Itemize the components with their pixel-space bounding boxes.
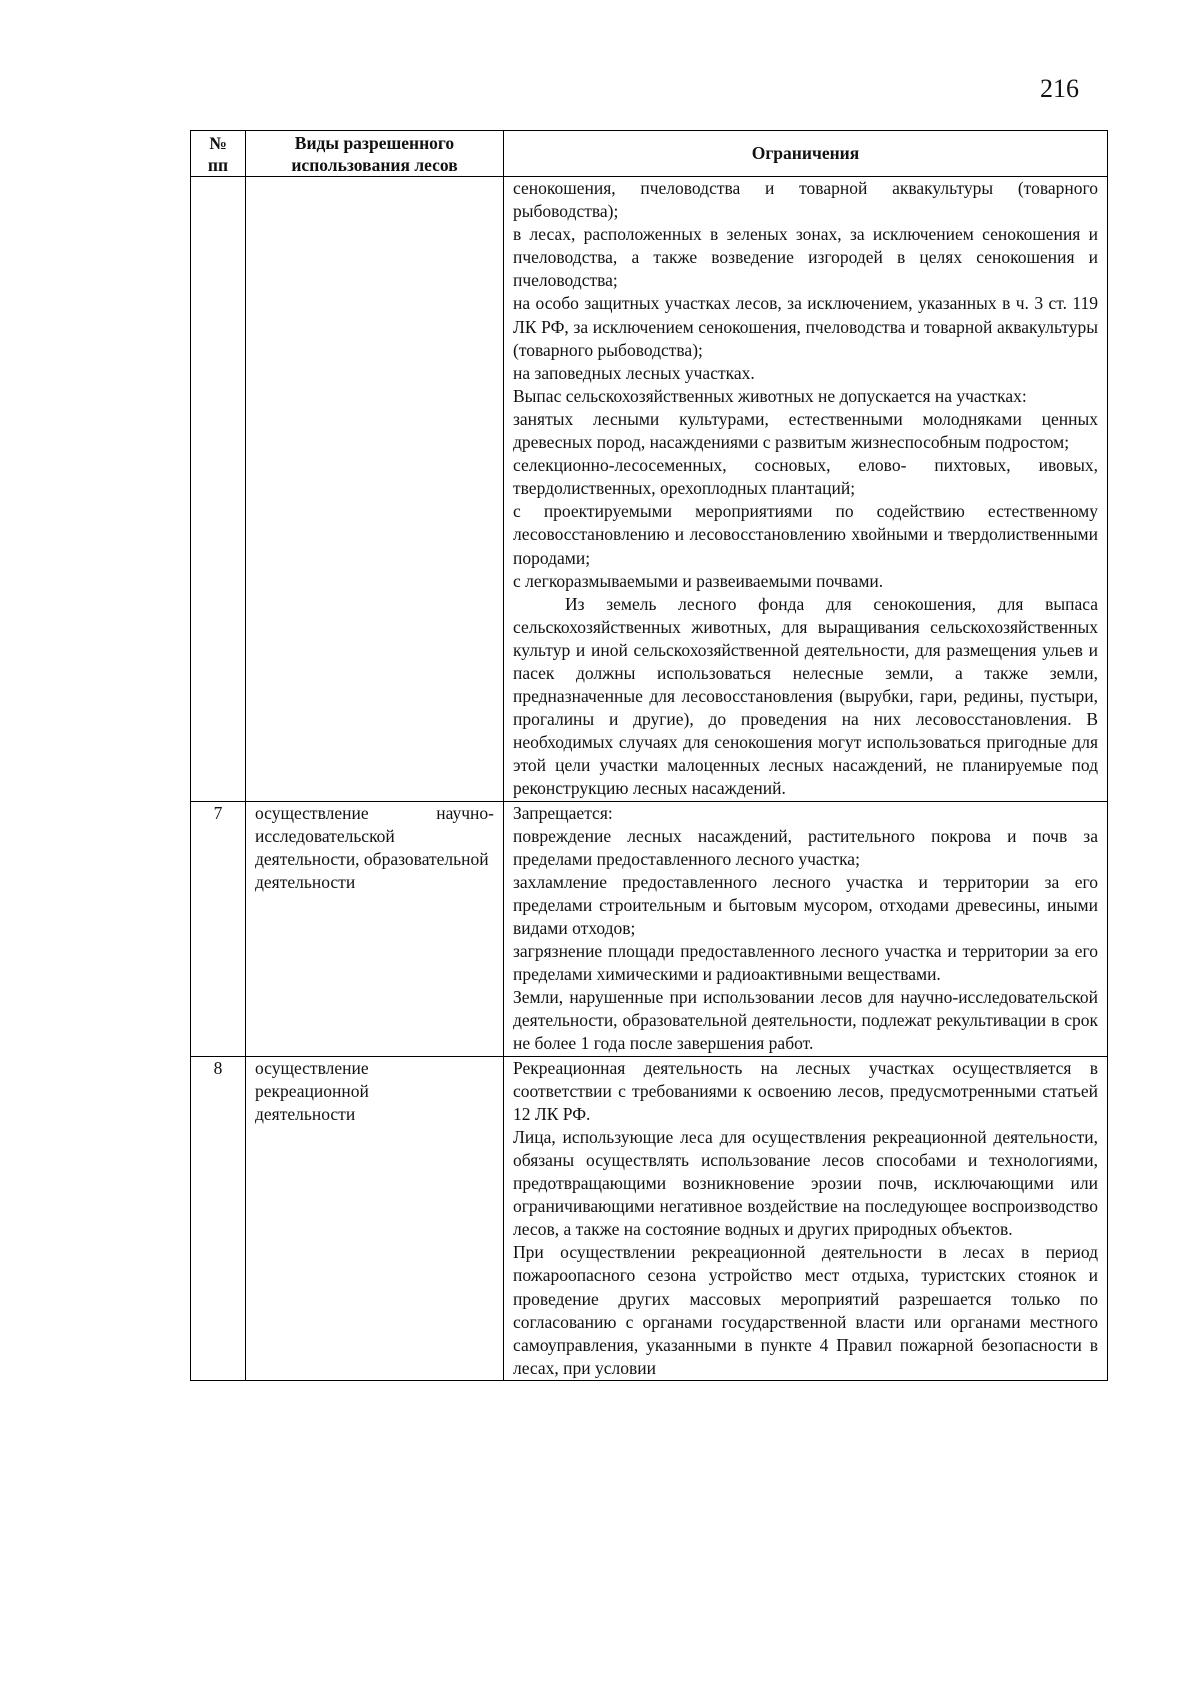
restriction-paragraph: Выпас сельскохозяйственных животных не допускается на участках: xyxy=(513,385,1027,406)
restriction-paragraph: на особо защитных участках лесов, за исключением, указанных в ч. 3 ст. 119 ЛК РФ, за исключением сенокошения, пчеловодства и товарной аквакультуры (товарного рыбоводства); xyxy=(513,293,1098,360)
table-row xyxy=(191,801,1108,1056)
restriction-paragraph: сенокошения, пчеловодства и товарной аквакультуры (товарного рыбоводства); xyxy=(513,178,1098,222)
restriction-paragraph: Запрещается: xyxy=(513,802,613,823)
restriction-paragraph: занятых лесными культурами, естественными молодняками ценных древесных пород, насаждениями с развитым жизнеспособным подростом; xyxy=(513,408,1098,453)
restriction-paragraph: Рекреационная деятельность на лесных участках осуществляется в соответствии с требованиями к освоению лесов, предусмотренными статьей 12 ЛК РФ. xyxy=(513,1057,1098,1124)
restriction-paragraph: захламление предоставленного лесного участка и территории за его пределами строительным и бытовым мусором, отходами древесины, иными видами отходов; xyxy=(513,871,1098,938)
restriction-paragraph: загрязнение площади предоставленного лесного участка и территории за его пределами химическими и радиоактивными веществами. xyxy=(513,941,1098,985)
row-kind xyxy=(246,177,504,802)
page-number: 216 xyxy=(1040,74,1079,103)
restriction-paragraph: повреждение лесных насаждений, растительного покрова и почв за пределами предоставленного лесного участка; xyxy=(513,825,1098,869)
restriction-paragraph: с проектируемыми мероприятиями по содействию естественному лесовосстановлению и лесовосстановлению хвойными и твердолиственными породами; xyxy=(513,501,1098,568)
row-num: 7 xyxy=(191,801,246,1056)
table-row xyxy=(191,1056,1108,1380)
header-num: № пп xyxy=(191,131,246,177)
table-row xyxy=(191,177,1108,802)
restriction-paragraph: Из земель лесного фонда для сенокошения, для выпаса сельскохозяйственных животных, для выращивания сельскохозяйственных культур и иной сельскохозяйственной деятельности, для размещения ульев и пасек должны использоваться нелесные земли, а также земли, предназначенные для лесовосстановления (вырубки, гари, редины, пустыри, прогалины и другие), до проведения на них лесовосстановления. В необходимых случаях для сенокошения могут использоваться пригодные для этой цели участки малоценных лесных насаждений, не планируемые под реконструкцию лесных насаждений. xyxy=(513,593,1098,799)
restriction-paragraph: Земли, нарушенные при использовании лесов для научно-исследовательской деятельности, образовательной деятельности, подлежат рекультивации в срок не более 1 года после завершения работ. xyxy=(513,987,1098,1054)
row-restrictions xyxy=(504,1056,1108,1380)
row-kind xyxy=(246,801,504,1056)
header-kind: Виды разрешенного использования лесов xyxy=(246,131,504,177)
table-header-row xyxy=(191,131,1108,177)
restriction-paragraph: на заповедных лесных участках. xyxy=(513,362,755,383)
row-restrictions xyxy=(504,177,1108,802)
row-num: 8 xyxy=(191,1056,246,1380)
row-restrictions xyxy=(504,801,1108,1056)
row-kind-first-line: осуществление научно- xyxy=(255,802,494,823)
row-kind: осуществление рекреационной деятельности xyxy=(246,1056,504,1380)
row-kind-rest: исследовательской деятельности, образовательной деятельности xyxy=(255,825,489,892)
row-num xyxy=(191,177,246,802)
header-restrictions: Ограничения xyxy=(504,131,1108,177)
restriction-paragraph: в лесах, расположенных в зеленых зонах, за исключением сенокошения и пчеловодства, а также возведение изгородей в целях сенокошения и пчеловодства; xyxy=(513,224,1098,291)
restriction-paragraph: с легкоразмываемыми и развеиваемыми почвами. xyxy=(513,570,884,591)
restriction-paragraph: При осуществлении рекреационной деятельности в лесах в период пожароопасного сезона устройство мест отдыха, туристских стоянок и проведение других массовых мероприятий разрешается только по согласованию с органами государственной власти или органами местного самоуправления, указанными в пункте 4 Правил пожарной безопасности в лесах, при условии xyxy=(513,1242,1098,1378)
restriction-paragraph: селекционно-лесосеменных, сосновых, елово- пихтовых, ивовых, твердолиственных, орехоплодных плантаций; xyxy=(513,455,1098,499)
restrictions-table xyxy=(190,130,1108,1381)
restriction-paragraph: Лица, использующие леса для осуществления рекреационной деятельности, обязаны осуществлять использование лесов способами и технологиями, предотвращающими возникновение эрозии почв, исключающими или ограничивающими негативное воздействие на последующее воспроизводство лесов, а также на состояние водных и других природных объектов. xyxy=(513,1126,1098,1240)
